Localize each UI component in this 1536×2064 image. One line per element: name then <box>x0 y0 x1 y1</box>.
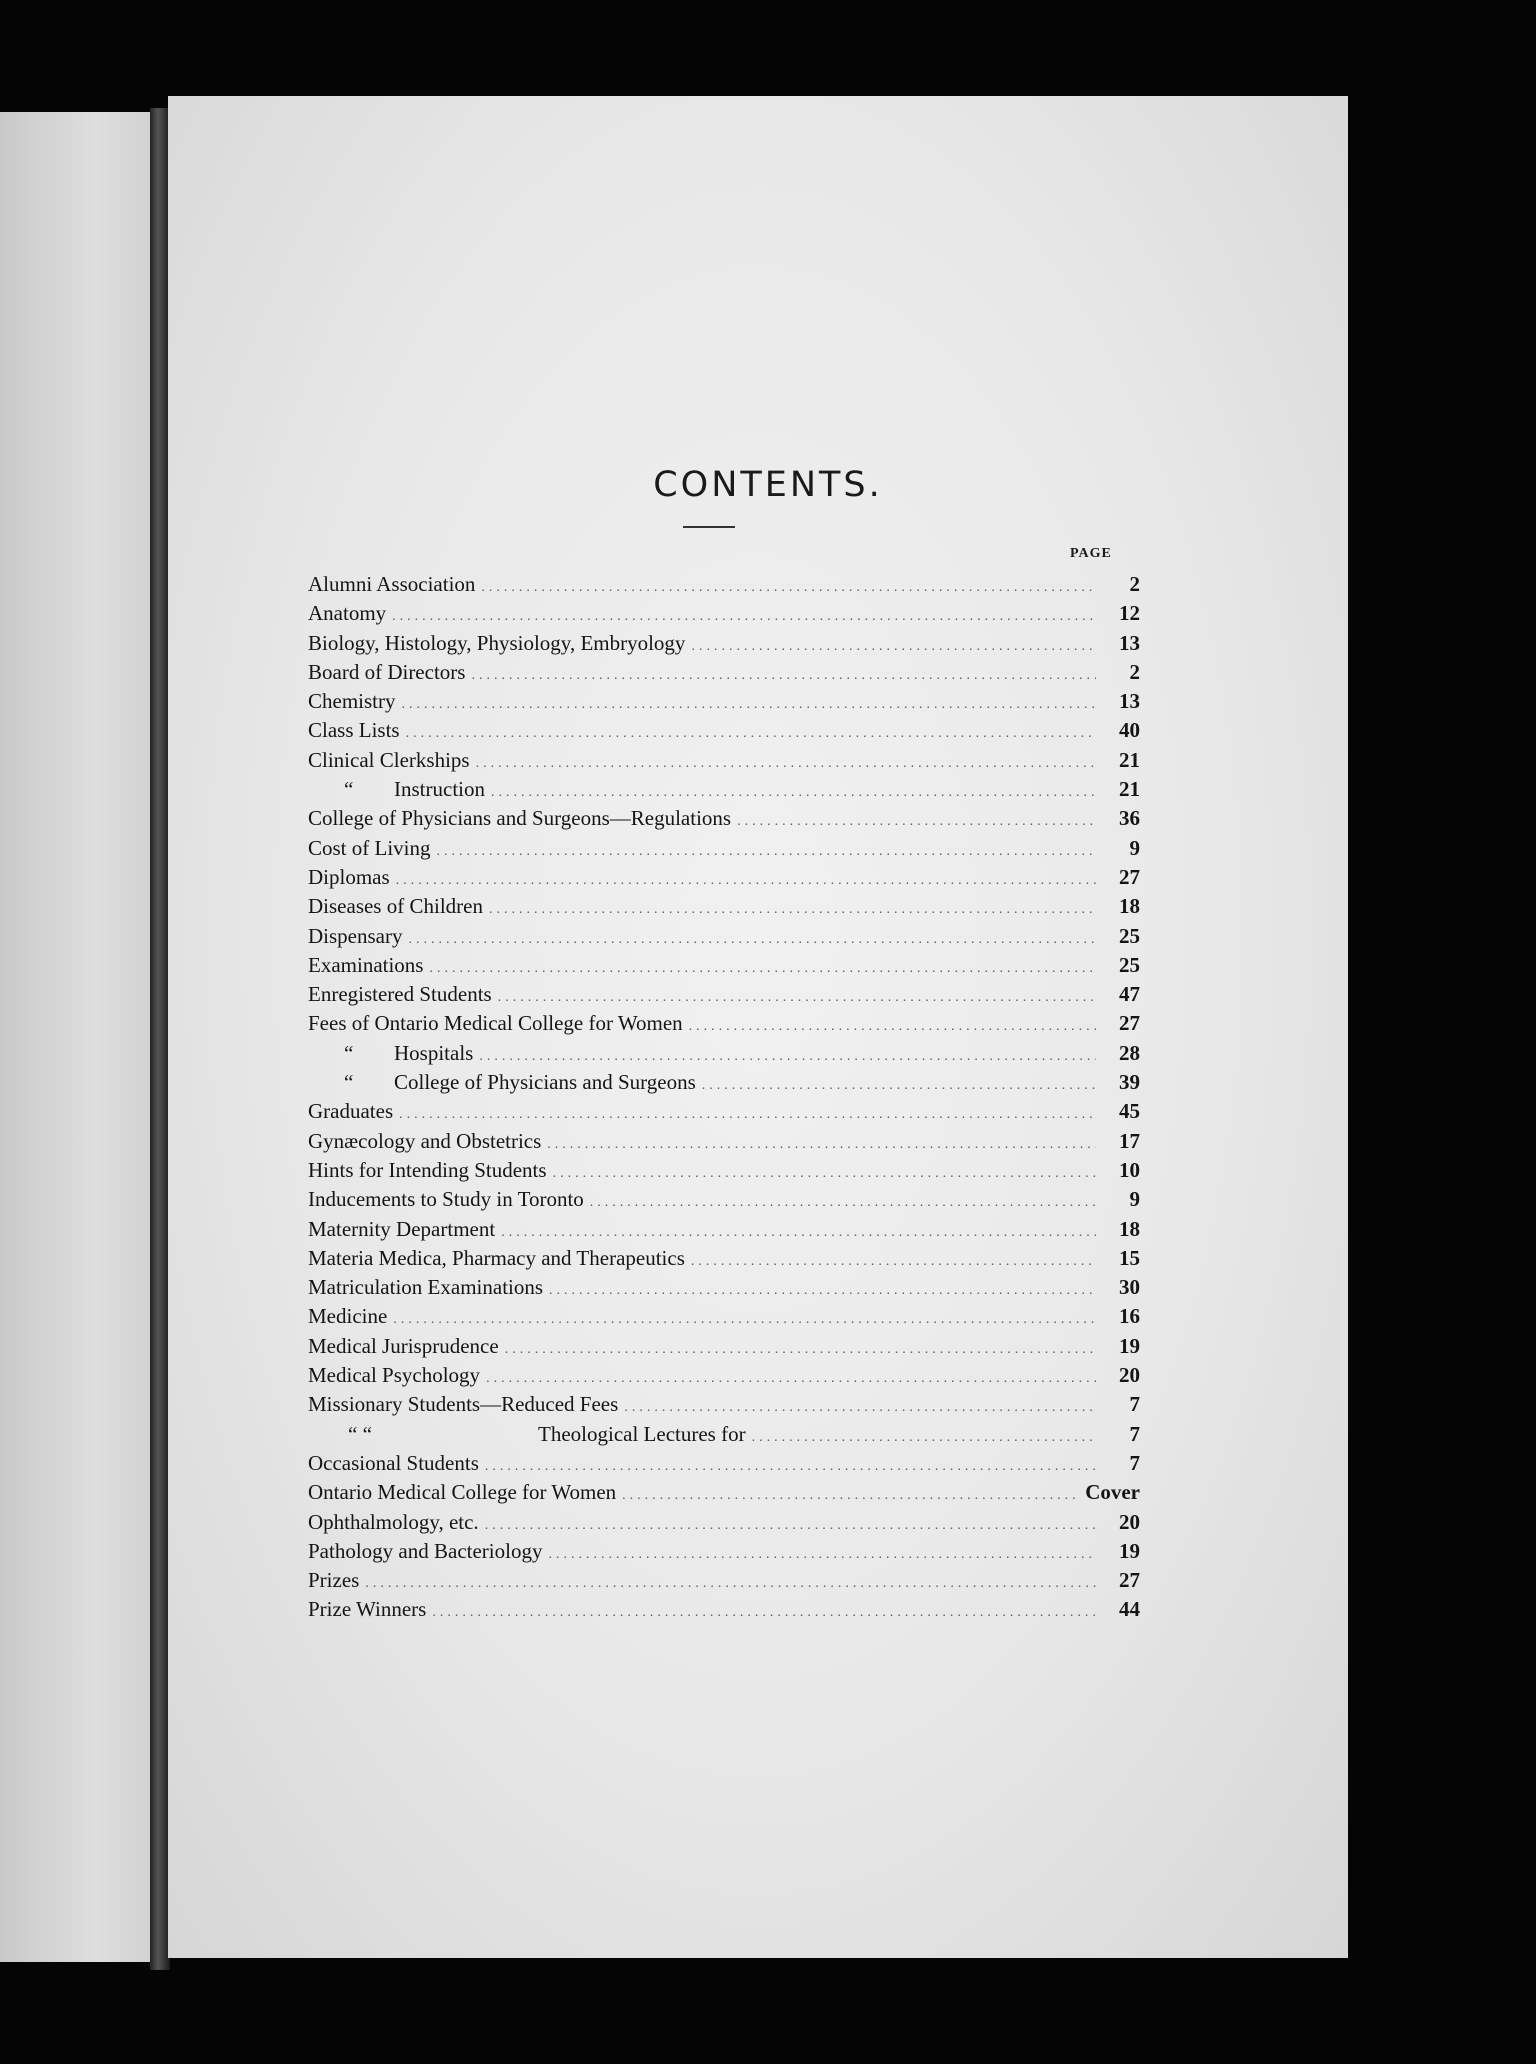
toc-entry <box>308 1187 1140 1216</box>
toc-entry-page: 9 <box>1129 1187 1140 1212</box>
toc-entry-title: Inducements to Study in Toronto <box>308 1187 584 1212</box>
dot-leader <box>501 1225 1096 1241</box>
table-of-contents <box>308 572 1140 1627</box>
dot-leader <box>691 639 1096 655</box>
toc-entry <box>308 1304 1140 1333</box>
toc-entry <box>308 1510 1140 1539</box>
toc-entry <box>308 1129 1140 1158</box>
toc-entry-page: 19 <box>1119 1333 1140 1358</box>
toc-entry-page: 7 <box>1129 1421 1140 1446</box>
toc-entry <box>308 777 1140 806</box>
toc-entry-title: Fees of Ontario Medical College for Women <box>308 1011 683 1036</box>
toc-entry-title: Medical Jurisprudence <box>308 1333 499 1358</box>
toc-entry-title <box>308 1041 473 1066</box>
toc-entry-page: 27 <box>1119 1011 1140 1036</box>
toc-entry-title: Alumni Association <box>308 572 476 596</box>
dot-leader <box>702 1078 1096 1094</box>
toc-entry-page: 36 <box>1119 806 1140 831</box>
toc-entry-title: Ophthalmology, etc. <box>308 1509 479 1534</box>
title-rule <box>683 526 735 528</box>
dot-leader <box>489 902 1096 918</box>
toc-entry-title: Hints for Intending Students <box>308 1157 547 1182</box>
dot-leader <box>752 1430 1096 1446</box>
toc-entry <box>308 1480 1140 1509</box>
toc-entry <box>308 572 1140 601</box>
toc-entry-page: 39 <box>1119 1070 1140 1095</box>
toc-entry <box>308 924 1140 953</box>
toc-entry <box>308 1041 1140 1070</box>
toc-entry-page: 16 <box>1119 1304 1140 1329</box>
toc-entry <box>308 836 1140 865</box>
toc-entry-title <box>308 777 485 802</box>
toc-entry <box>308 1070 1140 1099</box>
toc-entry-page: 9 <box>1129 835 1140 860</box>
dot-leader <box>471 668 1096 684</box>
toc-entry-page: 2 <box>1129 572 1140 596</box>
dot-leader <box>479 1049 1096 1065</box>
toc-entry-title: Pathology and Bacteriology <box>308 1538 543 1563</box>
page-column-label: PAGE <box>1070 546 1112 561</box>
dot-leader <box>553 1166 1096 1182</box>
dot-leader <box>402 697 1097 713</box>
toc-entry-text: College of Physicians and Surgeons <box>394 1070 696 1095</box>
toc-entry <box>308 1597 1140 1626</box>
toc-entry-page: 25 <box>1119 952 1140 977</box>
toc-entry-title: Prize Winners <box>308 1597 427 1622</box>
toc-entry-title: Clinical Clerkships <box>308 747 470 772</box>
toc-entry-title: Prizes <box>308 1568 360 1593</box>
dot-leader <box>396 873 1096 889</box>
toc-entry <box>308 953 1140 982</box>
dot-leader <box>399 1107 1096 1123</box>
toc-entry <box>308 631 1140 660</box>
toc-entry <box>308 1568 1140 1597</box>
toc-entry <box>308 1158 1140 1187</box>
toc-entry <box>308 601 1140 630</box>
toc-entry-page: 21 <box>1119 777 1140 802</box>
toc-entry-title: Matriculation Examinations <box>308 1275 544 1300</box>
toc-entry-page: 25 <box>1119 923 1140 948</box>
toc-entry-page: 44 <box>1119 1597 1140 1622</box>
dot-leader <box>476 756 1096 772</box>
dot-leader <box>406 726 1096 742</box>
dot-leader <box>392 609 1096 625</box>
dot-leader <box>437 844 1096 860</box>
toc-entry-page: 10 <box>1119 1157 1140 1182</box>
toc-entry-title: Maternity Department <box>308 1216 496 1241</box>
toc-entry-title: Graduates <box>308 1099 394 1124</box>
dot-leader <box>491 785 1096 801</box>
dot-leader <box>485 1518 1096 1534</box>
toc-entry-page: 27 <box>1119 864 1140 889</box>
toc-entry-title: Biology, Histology, Physiology, Embryology <box>308 630 686 655</box>
dot-leader <box>547 1137 1096 1153</box>
toc-entry <box>308 982 1140 1011</box>
dot-leader <box>548 1547 1096 1563</box>
toc-entry-title: Dispensary <box>308 923 403 948</box>
toc-entry <box>308 1392 1140 1421</box>
dot-leader <box>486 1371 1096 1387</box>
toc-entry <box>308 1246 1140 1275</box>
toc-entry-text: Instruction <box>394 777 485 802</box>
toc-entry-text: Hospitals <box>394 1040 474 1065</box>
toc-entry-title: Materia Medica, Pharmacy and Therapeutics <box>308 1245 685 1270</box>
toc-entry <box>308 806 1140 835</box>
toc-entry-title: Anatomy <box>308 601 387 626</box>
toc-entry <box>308 1422 1140 1451</box>
toc-entry <box>308 1011 1140 1040</box>
dot-leader <box>408 932 1096 948</box>
toc-entry-page: 28 <box>1119 1040 1140 1065</box>
toc-entry-title <box>308 1070 696 1095</box>
toc-entry-page: 13 <box>1119 689 1140 714</box>
toc-entry-title: College of Physicians and Surgeons—Regulations <box>308 806 732 831</box>
toc-entry-title: Class Lists <box>308 718 400 743</box>
dot-leader <box>393 1312 1096 1328</box>
toc-entry-page: 7 <box>1129 1450 1140 1475</box>
dot-leader <box>590 1195 1096 1211</box>
toc-entry-page: 30 <box>1119 1275 1140 1300</box>
dot-leader <box>737 814 1096 830</box>
dot-leader <box>505 1342 1096 1358</box>
dot-leader <box>432 1605 1096 1621</box>
ditto-mark: “ <box>344 1040 354 1065</box>
dot-leader <box>365 1576 1096 1592</box>
toc-entry-title: Medicine <box>308 1304 388 1329</box>
toc-entry-page: 21 <box>1119 747 1140 772</box>
dot-leader <box>622 1488 1079 1504</box>
toc-entry-title <box>308 1422 746 1447</box>
toc-entry-title: Gynæcology and Obstetrics <box>308 1128 542 1153</box>
contents-title: CONTENTS. <box>653 465 883 505</box>
dot-leader <box>549 1283 1096 1299</box>
toc-entry-page: 20 <box>1119 1363 1140 1388</box>
dot-leader <box>691 1254 1096 1270</box>
toc-entry-page: 15 <box>1119 1245 1140 1270</box>
toc-entry-title: Enregistered Students <box>308 982 492 1007</box>
toc-entry-page: 18 <box>1119 894 1140 919</box>
toc-entry-title: Diplomas <box>308 864 390 889</box>
toc-entry-text: Theological Lectures for <box>538 1421 746 1446</box>
toc-entry-page: 20 <box>1119 1509 1140 1534</box>
toc-entry <box>308 1217 1140 1246</box>
ditto-mark: “ <box>344 1070 354 1095</box>
ditto-mark: “ “ <box>348 1421 372 1446</box>
toc-entry-title: Board of Directors <box>308 659 466 684</box>
toc-entry <box>308 1099 1140 1128</box>
dot-leader <box>689 1019 1096 1035</box>
toc-entry-title: Chemistry <box>308 689 396 714</box>
toc-entry-title: Occasional Students <box>308 1450 479 1475</box>
toc-entry-title: Cost of Living <box>308 835 431 860</box>
toc-entry-title: Ontario Medical College for Women <box>308 1480 617 1505</box>
toc-entry-title: Diseases of Children <box>308 894 483 919</box>
toc-entry-page: 27 <box>1119 1568 1140 1593</box>
dot-leader <box>429 961 1096 977</box>
dot-leader <box>485 1459 1096 1475</box>
dot-leader <box>498 990 1096 1006</box>
ditto-mark: “ <box>344 777 354 802</box>
toc-entry-page: 2 <box>1129 659 1140 684</box>
toc-entry-title: Missionary Students—Reduced Fees <box>308 1392 619 1417</box>
toc-entry-title: Medical Psychology <box>308 1363 481 1388</box>
toc-entry-page: 40 <box>1119 718 1140 743</box>
toc-entry-title: Examinations <box>308 952 424 977</box>
toc-entry-page: 19 <box>1119 1538 1140 1563</box>
toc-entry-page: Cover <box>1085 1480 1140 1505</box>
book-gutter <box>150 108 170 1970</box>
toc-entry <box>308 660 1140 689</box>
toc-entry <box>308 865 1140 894</box>
toc-entry-page: 12 <box>1119 601 1140 626</box>
toc-entry-page: 13 <box>1119 630 1140 655</box>
toc-entry <box>308 1539 1140 1568</box>
toc-entry <box>308 1451 1140 1480</box>
toc-entry <box>308 1334 1140 1363</box>
toc-entry-page: 47 <box>1119 982 1140 1007</box>
toc-entry <box>308 1275 1140 1304</box>
toc-entry <box>308 748 1140 777</box>
toc-entry <box>308 1363 1140 1392</box>
toc-entry-page: 17 <box>1119 1128 1140 1153</box>
toc-entry <box>308 718 1140 747</box>
left-page-edge <box>0 112 162 1962</box>
dot-leader <box>481 580 1096 596</box>
toc-entry-page: 7 <box>1129 1392 1140 1417</box>
dot-leader <box>624 1400 1096 1416</box>
toc-entry <box>308 894 1140 923</box>
toc-entry-page: 18 <box>1119 1216 1140 1241</box>
toc-entry <box>308 689 1140 718</box>
toc-entry-page: 45 <box>1119 1099 1140 1124</box>
